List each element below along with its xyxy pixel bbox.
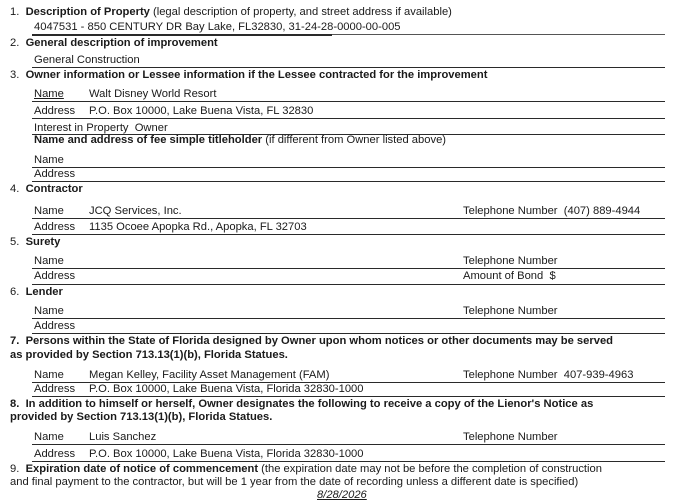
section-7-heading [10,335,613,348]
rule [32,333,665,334]
designee-address-value: P.O. Box 10000, Lake Buena Vista, Florida 32830-1000 [89,383,364,395]
copy-recipient-address-row [34,448,364,461]
section-note: (legal description of property, and street address if available) [149,6,452,18]
surety-bond-row [463,270,556,283]
designee-address-row [34,383,364,396]
rule [32,118,665,119]
section-9-note-line2: and final payment to the contractor, but will be 1 year from the date of recording unless a different date is specified) [10,476,579,488]
copy-recipient-phone-label: Telephone Number [463,431,558,443]
designee-name-row [34,369,329,382]
owner-name-row [34,88,216,101]
fee-name-label: Name [34,154,64,166]
section-title: Name and address of fee simple titleholder [34,134,263,146]
lender-name-label: Name [34,305,64,317]
section-8-heading [10,398,593,411]
field-label: Interest in Property [34,122,129,134]
owner-address-value: P.O. Box 10000, Lake Buena Vista, FL 32830 [89,105,314,117]
rule [32,396,665,397]
contractor-name-value: JCQ Services, Inc. [89,205,182,217]
rule [332,34,665,35]
surety-address-label: Address [34,270,76,282]
section-number: 9. [10,463,20,475]
section-number: 1. [10,6,20,18]
expiration-date-value: 8/28/2026 [317,489,367,501]
field-label: Telephone Number [463,369,558,381]
owner-address-row [34,105,313,118]
section-number: 7. [10,335,20,347]
field-label: Address [34,383,76,395]
section-title: Owner information or Lessee information if the Lessee contracted for the improvement [25,69,488,81]
contractor-address-row [34,221,307,234]
contractor-phone-row [463,205,640,218]
rule [32,268,665,269]
rule [32,444,665,445]
rule [32,461,665,462]
section-title: Persons within the State of Florida designed by Owner upon whom notices or other documents may be served [25,335,614,347]
contractor-address-value: 1135 Ocoee Apopka Rd., Apopka, FL 32703 [89,221,307,233]
copy-recipient-name-value: Luis Sanchez [89,431,157,443]
section-title: Surety [25,236,61,248]
section-number: 8. [10,398,20,410]
copy-recipient-name-row [34,431,156,444]
owner-name-value: Walt Disney World Resort [89,88,217,100]
rule [32,181,665,182]
section-title: Expiration date of notice of commencement [25,463,259,475]
section-note: (the expiration date may not be before the completion of construction [258,463,602,475]
section-5-heading [10,236,60,249]
field-label: Name [34,205,64,217]
rule [32,318,665,319]
lender-phone-label: Telephone Number [463,305,558,317]
section-title: Description of Property [25,6,150,18]
interest-value: Owner [134,122,168,134]
fee-titleholder-heading [34,134,446,147]
contractor-name-row [34,205,182,218]
rule [32,234,665,235]
designee-phone-row [463,369,633,382]
section-note: (if different from Owner listed above) [262,134,447,146]
field-label: Amount of Bond [463,270,544,282]
section-6-heading [10,286,63,299]
section-title: General description of improvement [25,37,218,49]
rule [32,101,665,102]
fee-address-label: Address [34,168,76,180]
rule [32,67,665,68]
field-label: Address [34,221,76,233]
section-number: 3. [10,69,20,81]
section-2-heading [10,37,218,50]
lender-address-label: Address [34,320,76,332]
rule [32,167,665,168]
currency-symbol: $ [549,270,556,282]
rule [32,218,665,219]
rule [32,284,665,285]
field-label: Address [34,105,76,117]
improvement-description-value: General Construction [34,54,140,66]
section-number: 2. [10,37,20,49]
section-4-heading [10,183,83,196]
contractor-phone-value: (407) 889-4944 [563,205,641,217]
rule [32,35,332,36]
section-number: 6. [10,286,20,298]
field-label: Address [34,448,76,460]
section-number: 4. [10,183,20,195]
designee-name-value: Megan Kelley, Facility Asset Management (FAM) [89,369,330,381]
field-label: Name [34,88,64,100]
section-1-heading [10,6,452,19]
section-9-heading [10,463,602,476]
surety-name-label: Name [34,255,64,267]
designee-phone-value: 407-939-4963 [563,369,634,381]
section-7-heading-line2: as provided by Section 713.13(1)(b), Florida Statues. [10,349,288,361]
property-description-value: 4047531 - 850 CENTURY DR Bay Lake, FL32830, 31-24-28-0000-00-005 [34,21,401,33]
section-3-heading [10,69,487,82]
surety-phone-label: Telephone Number [463,255,558,267]
section-title: Lender [25,286,63,298]
section-title: In addition to himself or herself, Owner designates the following to receive a copy of the Lienor's Notice as [25,398,594,410]
field-label: Name [34,369,64,381]
section-8-heading-line2: provided by Section 713.13(1)(b), Florida Statues. [10,411,273,423]
section-number: 5. [10,236,20,248]
field-label: Name [34,431,64,443]
copy-recipient-address-value: P.O. Box 10000, Lake Buena Vista, Florida 32830-1000 [89,448,364,460]
section-title: Contractor [25,183,83,195]
field-label: Telephone Number [463,205,558,217]
